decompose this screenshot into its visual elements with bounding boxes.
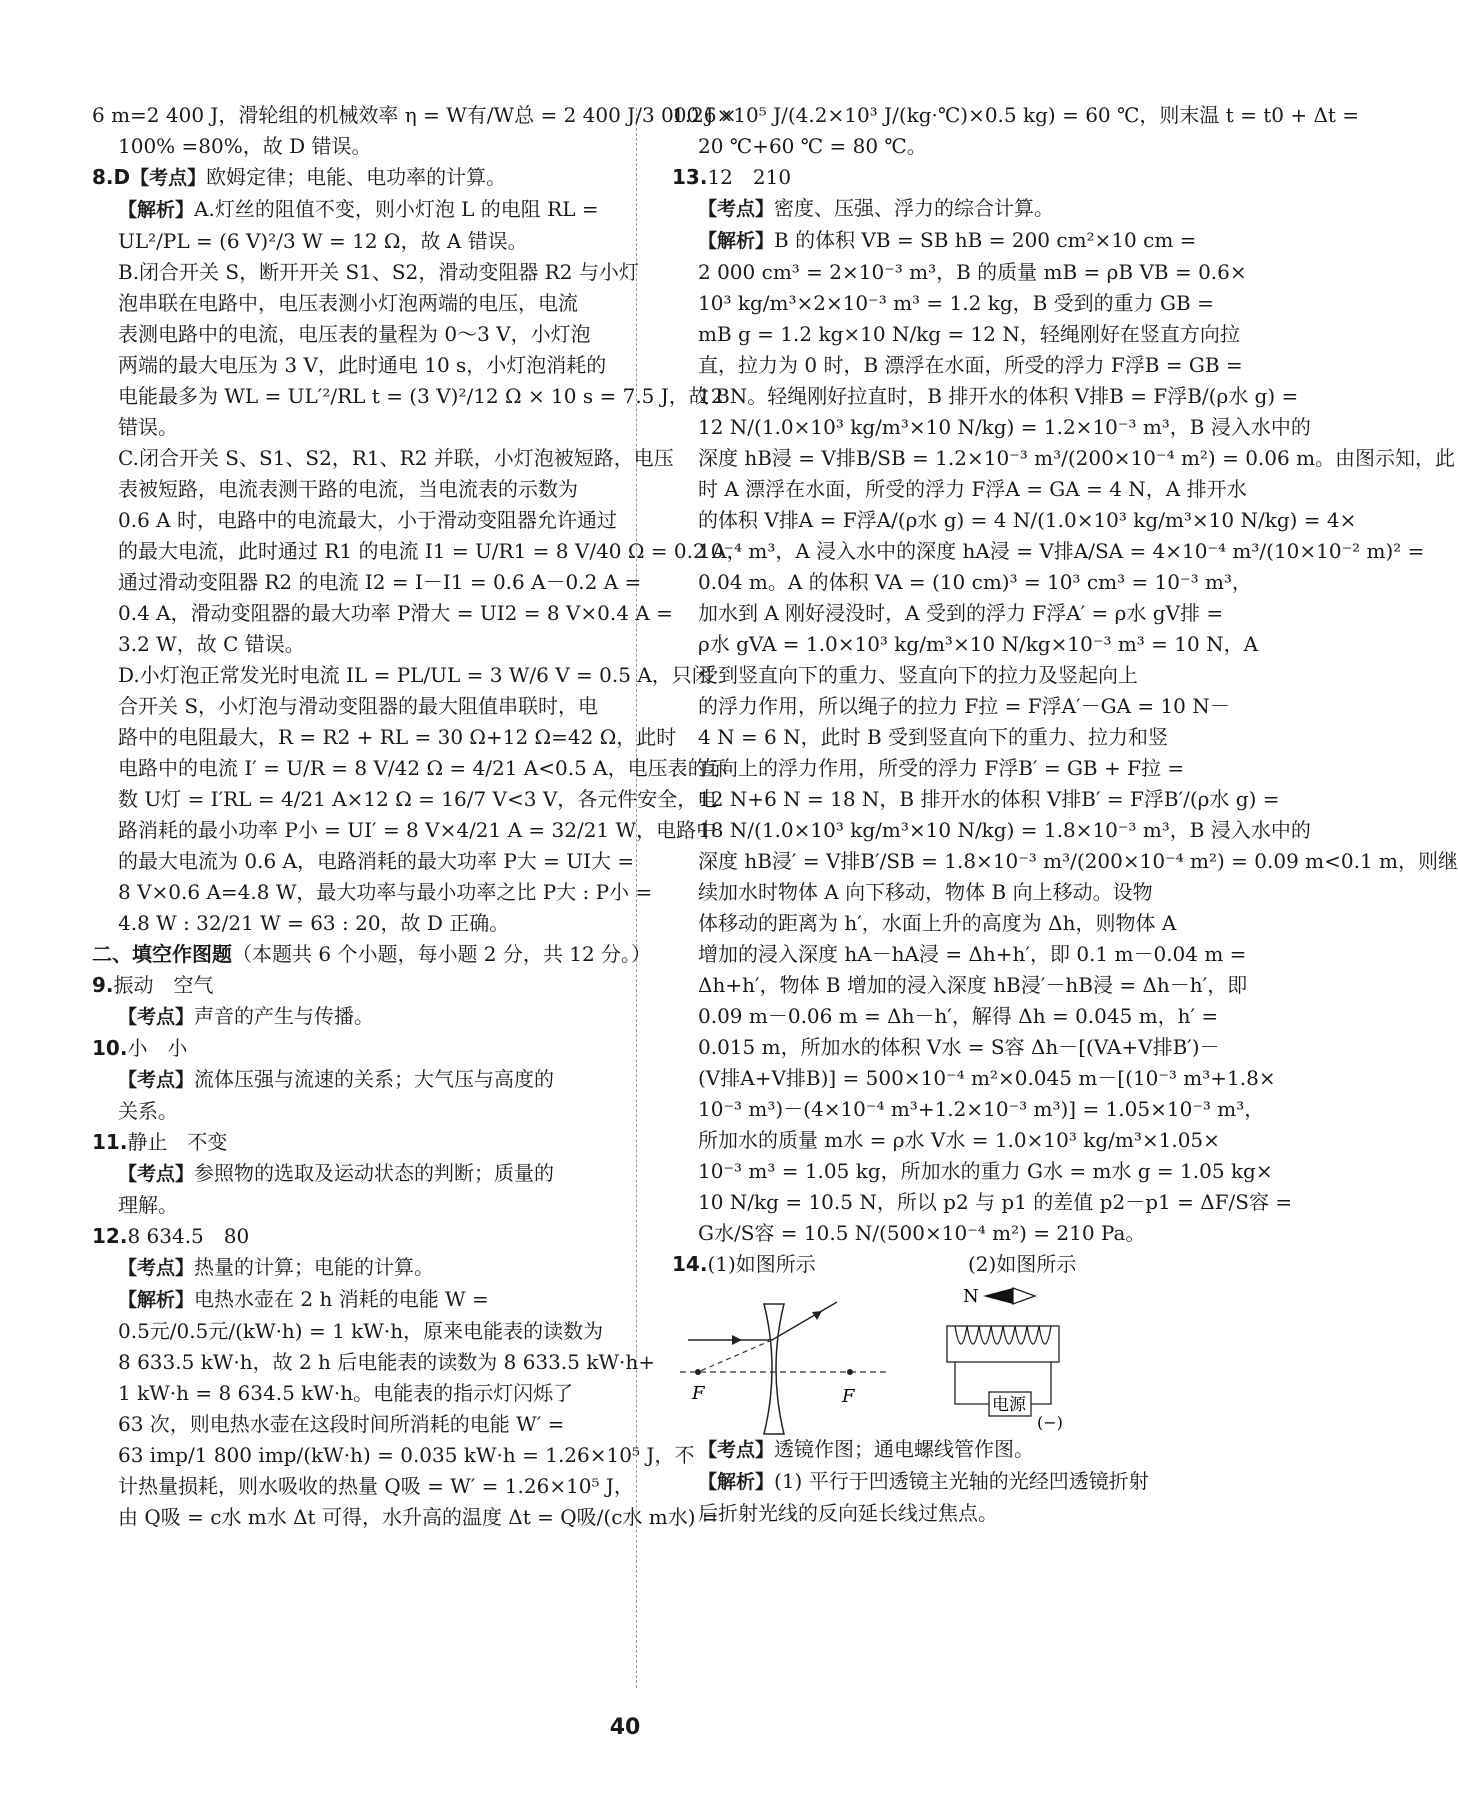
line-text: 参照物的选取及运动状态的判断；质量的 xyxy=(194,1161,555,1185)
focus-right xyxy=(847,1369,853,1375)
text-line: 0.04 m。A 的体积 VA = (10 cm)³ = 10³ cm³ = 10⁻³ m³， xyxy=(698,570,1252,594)
text-line: 表被短路，电流表测干路的电流，当电流表的示数为 xyxy=(118,477,578,501)
text-line: 的浮力作用，所以绳子的拉力 F拉 = F浮A′－GA = 10 N－ xyxy=(698,694,1230,718)
line-text: （本题共 6 个小题，每小题 2 分，共 12 分。） xyxy=(232,942,652,966)
text-line xyxy=(672,162,1184,193)
text-line: 路消耗的最小功率 P小 = UI′ = 8 V×4/21 A = 32/21 W，电路中 xyxy=(118,818,717,842)
question-number: 9. xyxy=(92,973,114,997)
text-line: 10 N/kg = 10.5 N，所以 p2 与 p1 的差值 p2－p1 = ΔF/S容 = xyxy=(698,1190,1293,1214)
refracted-ray xyxy=(772,1302,837,1340)
tag-label: 【解析】 xyxy=(698,1471,775,1493)
focus-label-left: F xyxy=(692,1383,705,1404)
tag-label: 【解析】 xyxy=(698,230,775,252)
tag-label: 【考点】 xyxy=(118,1257,195,1279)
line-text: 小 小 xyxy=(127,1036,188,1060)
question-number: 11. xyxy=(92,1130,128,1154)
solenoid-core xyxy=(947,1326,1059,1362)
text-line: 18 N/(1.0×10³ kg/m³×10 N/kg) = 1.8×10⁻³ m³，B 浸入水中的 xyxy=(698,818,1311,842)
tag-label: 【解析】 xyxy=(118,1289,195,1311)
text-line: 计热量损耗，则水吸收的热量 Q吸 = W′ = 1.26×10⁵ J， xyxy=(118,1474,634,1498)
text-line xyxy=(92,1033,612,1064)
page-number: 40 xyxy=(609,1715,641,1740)
text-line: 合开关 S，小灯泡与滑动变阻器的最大阻值串联时，电 xyxy=(118,694,599,718)
text-line: 直，拉力为 0 时，B 漂浮在水面，所受的浮力 F浮B = GB = xyxy=(698,353,1243,377)
text-line: 深度 hB浸′ = V排B′/SB = 1.8×10⁻³ m³/(200×10⁻⁴ m²) = 0.09 m<0.1 m，则继 xyxy=(698,849,1458,873)
text-line: 增加的浸入深度 hA－hA浸 = Δh+h′，即 0.1 m－0.04 m = xyxy=(698,942,1247,966)
focus-left xyxy=(695,1369,701,1375)
question-number: 10. xyxy=(92,1036,128,1060)
text-line: 数 U灯 = I′RL = 4/21 A×12 Ω = 16/7 V<3 V，各元件安全，电 xyxy=(118,787,718,811)
text-line: 12 N。轻绳刚好拉直时，B 排开水的体积 V排B = F浮B/(ρ水 g) = xyxy=(698,384,1299,408)
text-line: 0.015 m，所加水的体积 V水 = S容 Δh－[(VA+V排B′)－ xyxy=(698,1035,1220,1059)
text-line xyxy=(92,1158,612,1190)
text-line xyxy=(92,1284,612,1316)
text-line: 8 V×0.6 A=4.8 W，最大功率与最小功率之比 P大 : P小 = xyxy=(118,880,653,904)
question-14-header xyxy=(672,1249,1184,1280)
text-line xyxy=(92,1127,612,1158)
text-line: 表测电路中的电流，电压表的量程为 0～3 V，小灯泡 xyxy=(118,322,591,346)
text-line xyxy=(92,970,612,1001)
concave-lens xyxy=(764,1304,784,1434)
question-number: 13. xyxy=(672,165,708,189)
text-line: 10³ kg/m³×2×10⁻³ m³ = 1.2 kg，B 受到的重力 GB = xyxy=(698,291,1214,315)
text-line: 两端的最大电压为 3 V，此时通电 10 s，小灯泡消耗的 xyxy=(118,353,607,377)
text-line: 由 Q吸 = c水 m水 Δt 可得，水升高的温度 Δt = Q吸/(c水 m水) = xyxy=(118,1505,719,1529)
text-line: 续加水时物体 A 向下移动，物体 B 向上移动。设物 xyxy=(698,880,1153,904)
text-line: 电能最多为 WL = UL′²/RL t = (3 V)²/12 Ω × 10 s = 7.5 J，故 B xyxy=(118,384,730,408)
text-line xyxy=(92,162,612,194)
text-line: 理解。 xyxy=(118,1193,178,1217)
text-line: 时 A 漂浮在水面，所受的浮力 F浮A = GA = 4 N，A 排开水 xyxy=(698,477,1247,501)
text-line: 8 633.5 kW·h，故 2 h 后电能表的读数为 8 633.5 kW·h+ xyxy=(118,1350,656,1374)
text-line: 受到竖直向下的重力、竖直向下的拉力及竖起向上 xyxy=(698,663,1138,687)
right-column xyxy=(672,100,1458,1529)
line-text: 电热水壶在 2 h 消耗的电能 W = xyxy=(194,1287,489,1311)
line-text: 声音的产生与传播。 xyxy=(194,1004,375,1028)
focus-label-right: F xyxy=(842,1386,855,1407)
line-text: 欧姆定律；电能、电功率的计算。 xyxy=(206,165,507,189)
line-text: A.灯丝的阻值不变，则小灯泡 L 的电阻 RL = xyxy=(194,197,599,221)
text-line: 100% =80%，故 D 错误。 xyxy=(118,134,372,158)
text-line: 体移动的距离为 h′，水面上升的高度为 Δh，则物体 A xyxy=(698,911,1177,935)
text-line: UL²/PL = (6 V)²/3 W = 12 Ω，故 A 错误。 xyxy=(118,229,528,253)
text-line xyxy=(672,1434,1184,1466)
line-text: 密度、压强、浮力的综合计算。 xyxy=(774,196,1055,220)
figures xyxy=(672,1284,1184,1434)
text-line: 0.09 m－0.06 m = Δh－h′，解得 Δh = 0.045 m，h′ = xyxy=(698,1004,1219,1028)
text-line: 泡串联在电路中，电压表测小灯泡两端的电压，电流 xyxy=(118,291,578,315)
caption-1: (1)如图所示 xyxy=(707,1252,816,1276)
text-line: 6 m=2 400 J，滑轮组的机械效率 η = W有/W总 = 2 400 J/3 000 J × xyxy=(92,103,737,127)
text-line: 3.2 W，故 C 错误。 xyxy=(118,632,305,656)
text-line: 1.26×10⁵ J/(4.2×10³ J/(kg·℃)×0.5 kg) = 60 ℃，则末温 t = t0 + Δt = xyxy=(672,103,1360,127)
question-number: 8.D xyxy=(92,165,131,189)
solenoid-diagram xyxy=(937,1282,1137,1432)
section-heading: 二、填空作图题 xyxy=(92,942,232,966)
text-line: ρ水 gVA = 1.0×10³ kg/m³×10 N/kg×10⁻³ m³ = 10 N，A xyxy=(698,632,1259,656)
text-line: 10⁻³ m³ = 1.05 kg，所加水的重力 G水 = m水 g = 1.05 kg× xyxy=(698,1159,1273,1183)
text-line: Δh+h′，物体 B 增加的浸入深度 hB浸′－hB浸 = Δh－h′，即 xyxy=(698,973,1248,997)
text-line xyxy=(92,1221,612,1252)
text-line: 10⁻⁴ m³，A 浸入水中的深度 hA浸 = V排A/SA = 4×10⁻⁴ m³/(10×10⁻² m)² = xyxy=(698,539,1425,563)
line-text: 静止 不变 xyxy=(127,1130,228,1154)
text-line xyxy=(92,1001,612,1033)
text-line: 12 N+6 N = 18 N，B 排开水的体积 V排B′ = F浮B′/(ρ水 g) = xyxy=(698,787,1280,811)
compass-needle-tail xyxy=(1013,1288,1035,1304)
text-line: 错误。 xyxy=(118,415,178,439)
text-line: 12 N/(1.0×10³ kg/m³×10 N/kg) = 1.2×10⁻³ m³，B 浸入水中的 xyxy=(698,415,1311,439)
text-line: 深度 hB浸 = V排B/SB = 1.2×10⁻³ m³/(200×10⁻⁴ m²) = 0.06 m。由图示知，此 xyxy=(698,446,1456,470)
tag-label: 【考点】 xyxy=(698,1439,775,1461)
text-line: 20 ℃+60 ℃ = 80 ℃。 xyxy=(698,134,927,158)
line-text: 热量的计算；电能的计算。 xyxy=(194,1255,435,1279)
line-text: 流体压强与流速的关系；大气压与高度的 xyxy=(194,1067,555,1091)
tag-label: 【考点】 xyxy=(118,1163,195,1185)
text-line: 4 N = 6 N，此时 B 受到竖直向下的重力、拉力和竖 xyxy=(698,725,1169,749)
tag-label: 【考点】 xyxy=(118,1006,195,1028)
extension-line xyxy=(698,1340,772,1372)
text-line: 4.8 W : 32/21 W = 63 : 20，故 D 正确。 xyxy=(118,911,510,935)
compass-needle xyxy=(983,1288,1013,1304)
incident-arrow xyxy=(732,1335,742,1345)
text-line: 0.6 A 时，电路中的电流最大，小于滑动变阻器允许通过 xyxy=(118,508,617,532)
line-text: 振动 空气 xyxy=(113,973,214,997)
text-line: 63 imp/1 800 imp/(kW·h) = 0.035 kW·h = 1.26×10⁵ J，不 xyxy=(118,1443,695,1467)
text-line: 2 000 cm³ = 2×10⁻³ m³，B 的质量 mB = ρB VB = 0.6× xyxy=(698,260,1247,284)
text-line: 的最大电流，此时通过 R1 的电流 I1 = U/R1 = 8 V/40 Ω = 0.2 A， xyxy=(118,539,747,563)
text-line xyxy=(672,1466,1184,1498)
text-line: 直向上的浮力作用，所受的浮力 F浮B′ = GB + F拉 = xyxy=(698,756,1185,780)
text-line xyxy=(92,1064,612,1096)
text-line: D.小灯泡正常发光时电流 IL = PL/UL = 3 W/6 V = 0.5 A，只闭 xyxy=(118,663,712,687)
text-line: 关系。 xyxy=(118,1099,178,1123)
question-number: 14. xyxy=(672,1252,708,1276)
text-line xyxy=(672,225,1197,257)
text-line xyxy=(92,194,612,226)
text-line xyxy=(92,939,652,970)
line-text: 12 210 xyxy=(707,165,792,189)
caption-2: (2)如图所示 xyxy=(968,1252,1077,1276)
text-line: 63 次，则电热水壶在这段时间所消耗的电能 W′ = xyxy=(118,1412,565,1436)
text-line: 通过滑动变阻器 R2 的电流 I2 = I－I1 = 0.6 A－0.2 A = xyxy=(118,570,642,594)
text-line xyxy=(672,193,1184,225)
text-line: 1 kW·h = 8 634.5 kW·h。电能表的指示灯闪烁了 xyxy=(118,1381,574,1405)
coil-windings xyxy=(955,1326,1051,1344)
text-line: 后折射光线的反向延长线过焦点。 xyxy=(698,1501,998,1525)
text-line: 0.4 A，滑动变阻器的最大功率 P滑大 = UI2 = 8 V×0.4 A = xyxy=(118,601,673,625)
text-line: G水/S容 = 10.5 N/(500×10⁻⁴ m²) = 210 Pa。 xyxy=(698,1221,1146,1245)
wire-left xyxy=(955,1362,989,1404)
text-line: 0.5元/0.5元/(kW·h) = 1 kW·h，原来电能表的读数为 xyxy=(118,1319,604,1343)
power-supply-label: 电源 xyxy=(992,1395,1026,1415)
text-line: (V排A+V排B)] = 500×10⁻⁴ m²×0.045 m－[(10⁻³ m³+1.8× xyxy=(698,1066,1276,1090)
line-text: B 的体积 VB = SB hB = 200 cm²×10 cm = xyxy=(774,228,1197,252)
wire-right xyxy=(1031,1362,1051,1404)
text-line: C.闭合开关 S、S1、S2，R1、R2 并联，小灯泡被短路，电压 xyxy=(118,446,674,470)
tag-label: 【考点】 xyxy=(698,198,775,220)
text-line: 10⁻³ m³)－(4×10⁻⁴ m³+1.2×10⁻³ m³)] = 1.05×10⁻³ m³， xyxy=(698,1097,1265,1121)
text-line: 的最大电流为 0.6 A，电路消耗的最大功率 P大 = UI大 = xyxy=(118,849,635,873)
text-line: 电路中的电流 I′ = U/R = 8 V/42 Ω = 4/21 A<0.5 A，电压表的示 xyxy=(118,756,728,780)
line-text: 透镜作图；通电螺线管作图。 xyxy=(774,1437,1035,1461)
text-line: 的体积 V排A = F浮A/(ρ水 g) = 4 N/(1.0×10³ kg/m³×10 N/kg) = 4× xyxy=(698,508,1357,532)
text-line: B.闭合开关 S，断开开关 S1、S2，滑动变阻器 R2 与小灯 xyxy=(118,260,639,284)
minus-terminal-label: (−) xyxy=(1037,1413,1063,1432)
text-line: 加水到 A 刚好浸没时，A 受到的浮力 F浮A′ = ρ水 gV排 = xyxy=(698,601,1224,625)
text-line: 路中的电阻最大，R = R2 + RL = 30 Ω+12 Ω=42 Ω，此时 xyxy=(118,725,677,749)
tag-label: 【考点】 xyxy=(118,1069,195,1091)
line-text: (1) 平行于凹透镜主光轴的光经凹透镜折射 xyxy=(774,1469,1149,1493)
concave-lens-diagram xyxy=(672,1284,912,1434)
text-line xyxy=(92,1252,612,1284)
line-text: 8 634.5 80 xyxy=(127,1224,250,1248)
north-pole-label: N xyxy=(963,1286,979,1307)
question-number: 12. xyxy=(92,1224,128,1248)
text-line: 所加水的质量 m水 = ρ水 V水 = 1.0×10³ kg/m³×1.05× xyxy=(698,1128,1220,1152)
tag-label: 【解析】 xyxy=(118,199,195,221)
text-line: mB g = 1.2 kg×10 N/kg = 12 N，轻绳刚好在竖直方向拉 xyxy=(698,322,1240,346)
tag-label: 【考点】 xyxy=(130,167,207,189)
